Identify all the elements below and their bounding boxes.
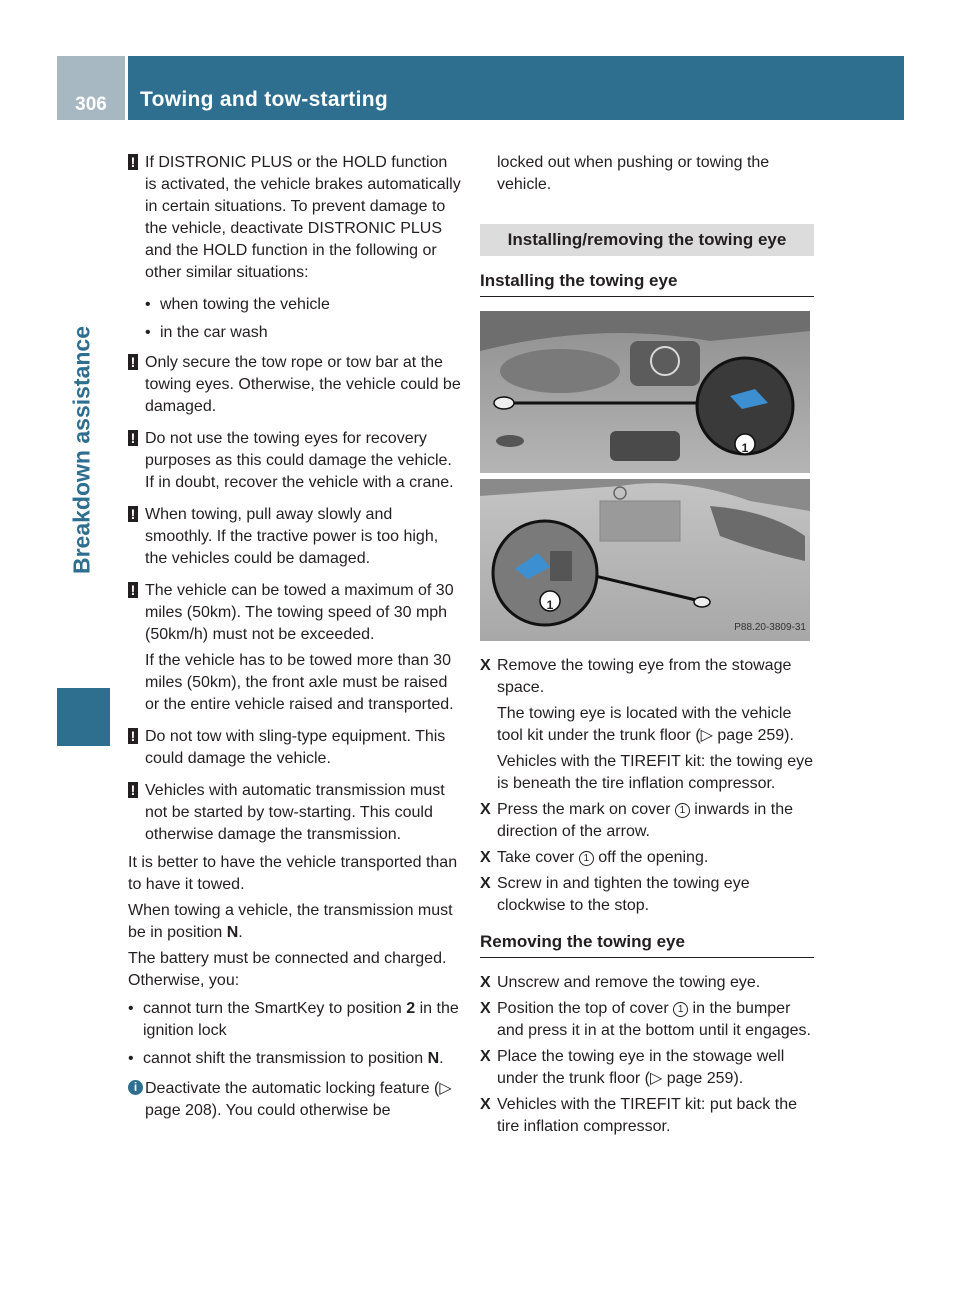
chapter-title: Towing and tow-starting: [140, 88, 388, 111]
warning-subtext: If the vehicle has to be towed more than 30 miles (50km), the front axle must be raised or the entire vehicle raised and transported.: [145, 652, 454, 713]
car-photo: [480, 311, 810, 641]
warning-note: [128, 352, 462, 418]
instruction-step: X Unscrew and remove the towing eye.: [480, 972, 814, 994]
callout-icon: 1: [579, 851, 594, 866]
figure-code: P88.20-3809-31: [734, 622, 806, 633]
warning-icon: !: [128, 728, 138, 744]
section-title: Installing/removing the towing eye: [480, 224, 814, 256]
paragraph: When towing a vehicle, the transmission must be in position N.: [128, 902, 453, 941]
subheading: Removing the towing eye: [480, 931, 814, 958]
warning-text: The vehicle can be towed a maximum of 30 miles (50km). The towing speed of 30 mph (50km/h) must not be exceeded.: [145, 582, 454, 643]
callout-number: 1: [741, 441, 749, 455]
bullet-list: [128, 998, 462, 1070]
continued-text: locked out when pushing or towing the vehicle.: [497, 154, 770, 193]
step-icon: X: [480, 974, 491, 991]
instruction-step: X Press the mark on cover 1 inwards in the direction of the arrow.: [480, 801, 794, 840]
step-icon: X: [480, 657, 491, 674]
list-item: • when towing the vehicle: [128, 294, 462, 316]
callout-number: 1: [546, 598, 554, 612]
warning-note: [128, 726, 462, 770]
callout-icon: 1: [673, 1002, 688, 1017]
warning-icon: !: [128, 354, 138, 370]
warning-note: [128, 580, 462, 646]
paragraph: It is better to have the vehicle transported than to have it towed.: [128, 854, 458, 893]
info-note: [128, 1078, 462, 1122]
warning-icon: !: [128, 582, 138, 598]
list-item: • cannot turn the SmartKey to position 2 in the ignition lock: [128, 998, 462, 1042]
warning-text: Only secure the tow rope or tow bar at the towing eyes. Otherwise, the vehicle could be damaged.: [145, 354, 461, 415]
step-icon: X: [480, 1000, 491, 1017]
instruction-step: X Position the top of cover 1 in the bumper and press it in at the bottom until it engages.: [480, 1000, 811, 1039]
info-icon: i: [128, 1080, 143, 1095]
instruction-step: X Place the towing eye in the stowage well under the trunk floor (▷ page 259).: [480, 1048, 785, 1087]
right-column: [480, 152, 814, 1142]
warning-note: [128, 428, 462, 494]
list-item: • in the car wash: [128, 322, 462, 344]
warning-note: [128, 780, 462, 846]
warning-icon: !: [128, 506, 138, 522]
warning-text: Vehicles with automatic transmission must not be started by tow-starting. This could otherwise damage the transmission.: [145, 782, 445, 843]
callout-icon: 1: [675, 803, 690, 818]
subheading: Installing the towing eye: [480, 270, 814, 297]
step-icon: X: [480, 875, 491, 892]
left-column: [128, 152, 462, 1122]
instruction-step: X Remove the towing eye from the stowage space.: [480, 657, 792, 696]
page-number: 306: [57, 56, 125, 120]
instruction-step: X Vehicles with the TIREFIT kit: put back the tire inflation compressor.: [480, 1096, 797, 1135]
step-icon: X: [480, 1096, 491, 1113]
instruction-step: X Take cover 1 off the opening.: [480, 847, 814, 869]
step-icon: X: [480, 801, 491, 818]
bullet-list: [128, 294, 462, 344]
step-icon: X: [480, 849, 491, 866]
warning-text: When towing, pull away slowly and smoothly. If the tractive power is too high, the vehicles could be damaged.: [145, 506, 439, 567]
warning-note: [128, 504, 462, 570]
warning-text: Do not use the towing eyes for recovery purposes as this could damage the vehicle. If in doubt, recover the vehicle with a crane.: [145, 430, 454, 491]
warning-text: If DISTRONIC PLUS or the HOLD function is activated, the vehicle brakes automatically in certain situations. To prevent damage to the vehicle, deactivate DISTRONIC PLUS and the HOLD function in the following or other similar situations:: [145, 154, 461, 281]
towing-eye-illustration: [480, 311, 810, 641]
warning-icon: !: [128, 154, 138, 170]
step-note: Vehicles with the TIREFIT kit: the towing eye is beneath the tire inflation compressor.: [497, 753, 813, 792]
instruction-step: X Screw in and tighten the towing eye clockwise to the stop.: [480, 875, 750, 914]
side-tab-label: Breakdown assistance: [68, 325, 95, 575]
step-note: The towing eye is located with the vehicle tool kit under the trunk floor (▷ page 259).: [497, 705, 794, 744]
warning-text: Do not tow with sling-type equipment. This could damage the vehicle.: [145, 728, 446, 767]
info-text: Deactivate the automatic locking feature (▷ page 208). You could otherwise be: [145, 1080, 452, 1119]
warning-icon: !: [128, 782, 138, 798]
warning-note: [128, 152, 462, 284]
step-icon: X: [480, 1048, 491, 1065]
warning-icon: !: [128, 430, 138, 446]
side-tab-block: [57, 688, 110, 746]
paragraph: The battery must be connected and charged. Otherwise, you:: [128, 950, 447, 989]
header-divider: [125, 56, 128, 120]
list-item: • cannot shift the transmission to position N.: [128, 1048, 462, 1070]
